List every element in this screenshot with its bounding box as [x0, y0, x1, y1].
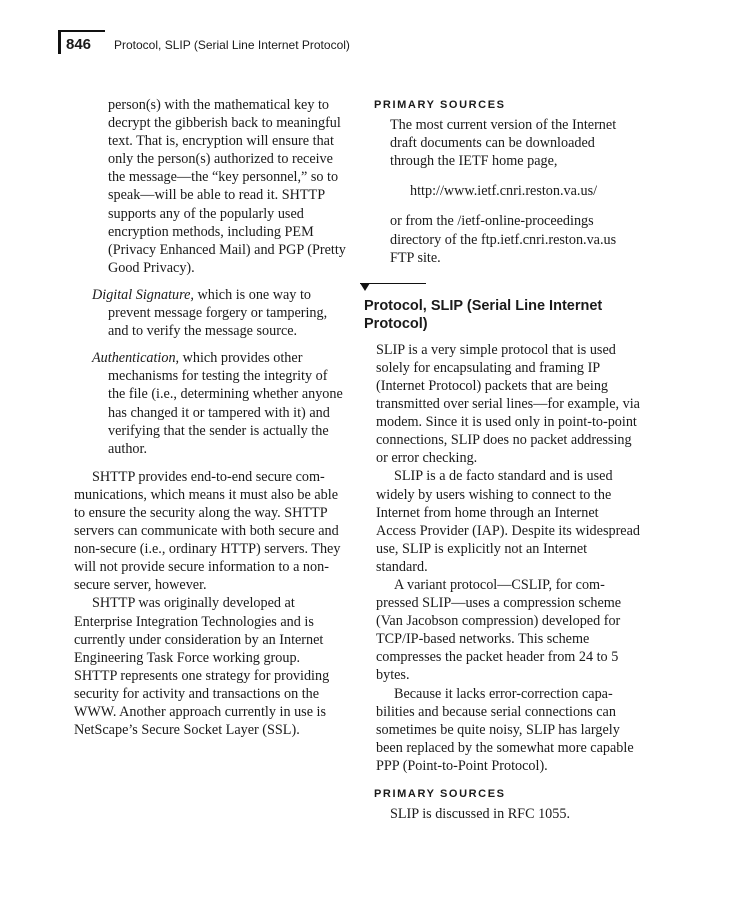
triangle-marker-icon — [360, 283, 370, 291]
primary-sources-heading: PRIMARY SOURCES — [374, 99, 506, 111]
section-marker — [360, 283, 640, 297]
running-header — [58, 30, 478, 60]
list-item-digital-signature — [74, 286, 346, 340]
section-body — [360, 341, 640, 775]
sources-text: SLIP is discussed in RFC 1055. — [390, 806, 570, 823]
list-item-authentication — [74, 349, 346, 458]
body-paragraph: SHTTP was originally developed at Enterprise Integration Technologies and is currently under consideration by an Internet Engineering Task Force working group. SHTTP represents one strategy for providing security for activity and transactions on the WWW. Another approach currently in use is NetScape’s Secure Socket Layer (SSL). — [74, 595, 330, 739]
section-paragraph: A variant protocol—CSLIP, for compressed SLIP—uses a compression scheme (Van Jacobson compression) developed for TCP/IP-based networks. This scheme compresses the packet header from 24 to 5 bytes. — [376, 576, 622, 684]
section-paragraph: SLIP is a de facto standard and is used widely by users wishing to connect to the Internet from home through an Internet Access Provider (IAP). Despite its widespread use, SLIP is explicitly not an Internet standard. — [376, 468, 640, 575]
sources-intro: The most current version of the Internet draft documents can be downloaded through the IETF home page, — [390, 117, 617, 170]
section-paragraph: SLIP is a very simple protocol that is used solely for encapsulating and framing IP (Internet Protocol) packets that are being transmitted over serial lines—for example, via modem. Since it is used only in point-to-point connections, SLIP does no packet addressing or error checking. — [376, 341, 640, 467]
ietf-url: http://www.ietf.cnri.reston.va.us/ — [410, 183, 598, 200]
list-text: which is one way to prevent message forgery or tampering, and to verify the message source. — [108, 286, 328, 340]
list-term: Authentication, — [92, 350, 180, 367]
running-title: Protocol, SLIP (Serial Line Internet Protocol) — [114, 38, 350, 52]
primary-sources-heading: PRIMARY SOURCES — [374, 788, 506, 800]
right-column — [360, 96, 640, 823]
page-number: 846 — [66, 36, 92, 53]
section-paragraph: Because it lacks error-correction capabilities and because serial connections can sometimes be quite noisy, SLIP has largely been replaced by the somewhat more capable PPP (Point-to-Point Protocol). — [376, 685, 634, 774]
section-title: Protocol, SLIP (Serial Line Internet Protocol) — [364, 297, 603, 332]
body-paragraph: SHTTP provides end-to-end secure communications, which means it must also be able to ensure the security along the way. SHTTP servers can communicate with both secure and non-secure (i.e., ordinary HTTP) servers. They will not provide secure information to a non-secure server, however. — [74, 468, 341, 594]
left-column — [74, 96, 346, 739]
list-term: Digital Signature, — [92, 286, 194, 303]
sources-outro: or from the /ietf-online-proceedings directory of the ftp.ietf.cnri.reston.va.us FTP site. — [390, 213, 617, 266]
continuation-paragraph: person(s) with the mathematical key to decrypt the gibberish back to meaningful text. That is, encryption will ensure that only the person(s) authorized to receive the message—the “key personnel,” so to speak—will be able to read it. SHTTP supports any of the popularly used encryption methods, including PEM (Privacy Enhanced Mail) and PGP (Pretty Good Privacy). — [108, 97, 346, 276]
list-text: which provides other mechanisms for testing the integrity of the file (i.e., determining whether anyone has changed it or tampered with it) and verifying that the sender is actually the author. — [108, 350, 343, 457]
